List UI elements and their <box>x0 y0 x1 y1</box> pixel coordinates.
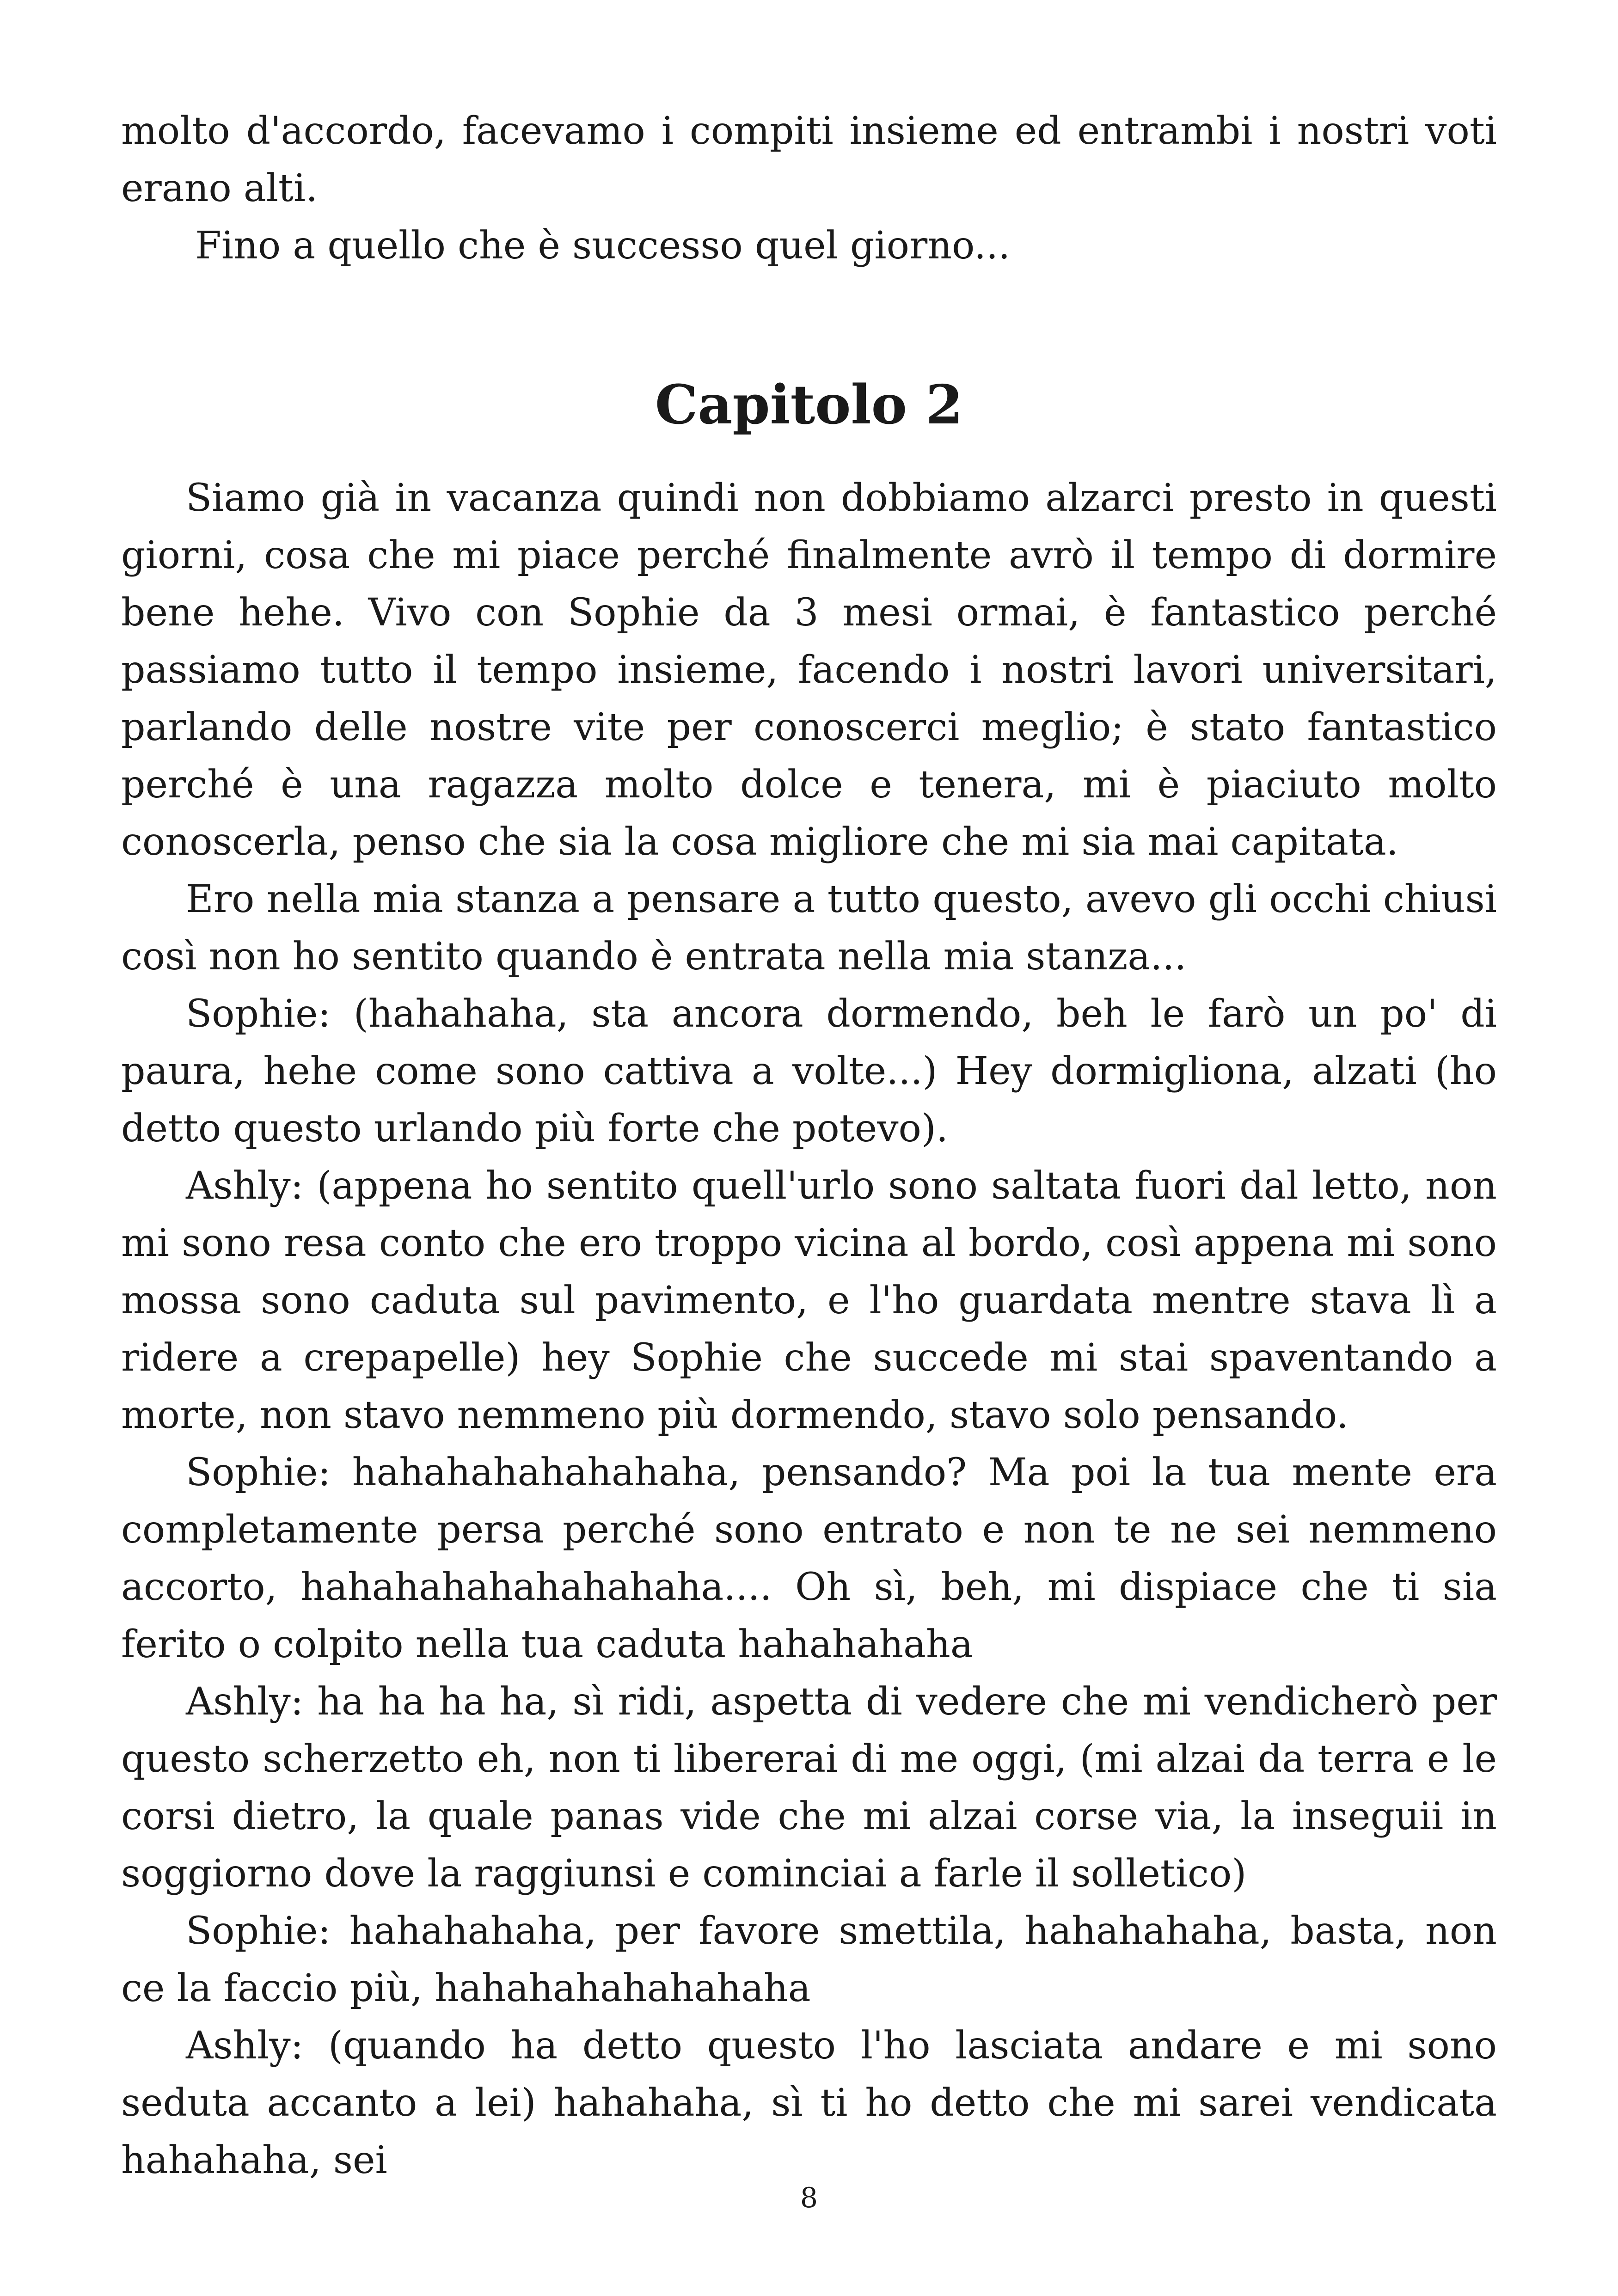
paragraph: Siamo già in vacanza quindi non dobbiamo alzarci presto in questi giorni, cosa che mi piace perché finalmente avrò il tempo di dormire bene hehe. Vivo con Sophie da 3 mesi ormai, è fantastico perché passiamo tutto il tempo insieme, facendo i nostri lavori universitari, parlando delle nostre vite per conoscerci meglio; è stato fantastico perché è una ragazza molto dolce e tenera, mi è piaciuto molto conoscerla, penso che sia la cosa migliore che mi sia mai capitata. <box>121 476 1497 864</box>
chapter-title: Capitolo 2 <box>655 373 963 436</box>
page-body <box>121 103 1497 2189</box>
paragraph: Ero nella mia stanza a pensare a tutto questo, avevo gli occhi chiusi così non ho sentito quando è entrata nella mia stanza... <box>121 877 1497 979</box>
dialogue-paragraph: Ashly: (quando ha detto questo l'ho lasciata andare e mi sono seduta accanto a lei) hahahaha, sì ti ho detto che mi sarei vendicata hahahaha, sei <box>121 2024 1497 2182</box>
dialogue-paragraph: Ashly: (appena ho sentito quell'urlo sono saltata fuori dal letto, non mi sono resa conto che ero troppo vicina al bordo, così appena mi sono mossa sono caduta sul pavimento, e l'ho guardata mentre stava lì a ridere a crepapelle) hey Sophie che succede mi stai spaventando a morte, non stavo nemmeno più dormendo, stavo solo pensando. <box>121 1164 1497 1437</box>
page-number: 8 <box>800 2182 818 2214</box>
intro-paragraph: molto d'accordo, facevamo i compiti insieme ed entrambi i nostri voti erano alti. <box>121 109 1497 210</box>
dialogue-paragraph: Sophie: (hahahaha, sta ancora dormendo, beh le farò un po' di paura, hehe come sono cattiva a volte...) Hey dormigliona, alzati (ho detto questo urlando più forte che potevo). <box>121 992 1497 1151</box>
dialogue-paragraph: Sophie: hahahahaha, per favore smettila, hahahahaha, basta, non ce la faccio più, hahahahahahahaha <box>121 1909 1497 2010</box>
dialogue-paragraph: Ashly: ha ha ha ha, sì ridi, aspetta di vedere che mi vendicherò per questo scherzetto eh, non ti libererai di me oggi, (mi alzai da terra e le corsi dietro, la quale panas vide che mi alzai corse via, la inseguii in soggiorno dove la raggiunsi e cominciai a farle il solletico) <box>121 1680 1497 1896</box>
intro-closing-line: Fino a quello che è successo quel giorno... <box>195 224 1011 268</box>
dialogue-paragraph: Sophie: hahahahahahahaha, pensando? Ma poi la tua mente era completamente persa perché sono entrato e non te ne sei nemmeno accorto, hahahahahahahahaha.... Oh sì, beh, mi dispiace che ti sia ferito o colpito nella tua caduta hahahahaha <box>121 1451 1497 1666</box>
